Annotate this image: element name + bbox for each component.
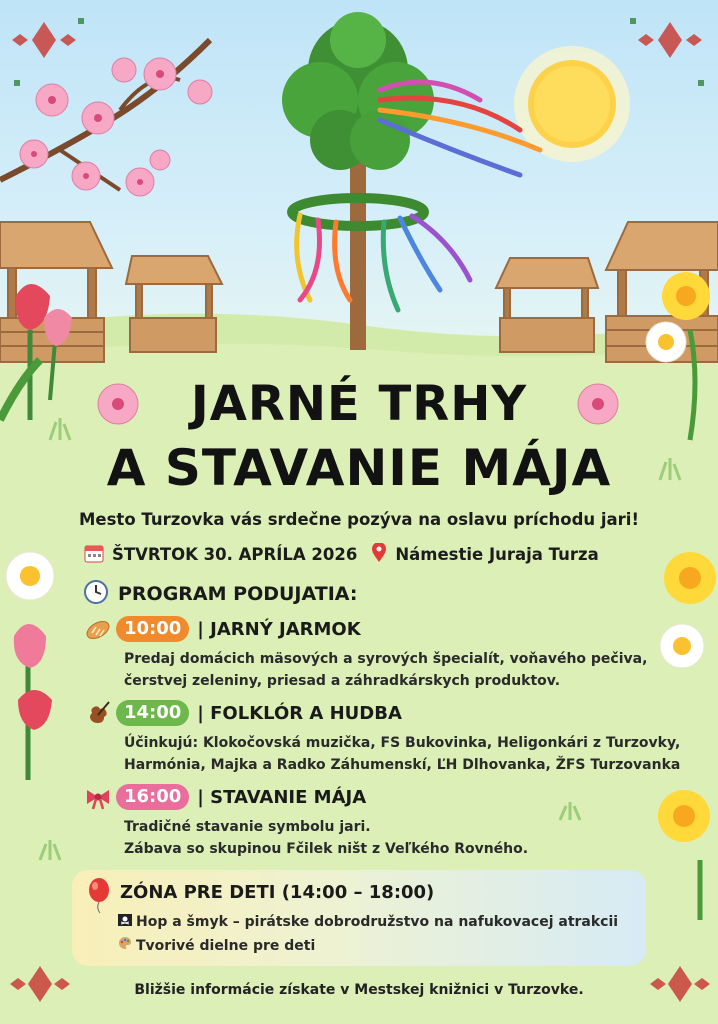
event-date: ŠTVRTOK 30. APRÍLA 2026 bbox=[112, 545, 358, 564]
description-line: Predaj domácich mäsových a syrových špecialít, voňavého pečiva, bbox=[124, 651, 648, 667]
program-item-folklor bbox=[84, 698, 680, 776]
calendar-icon bbox=[84, 543, 104, 563]
kids-zone-item-text: Hop a šmyk – pirátske dobrodružstvo na nafukovacej atrakcii bbox=[136, 914, 619, 930]
bread-icon bbox=[84, 615, 112, 643]
program-heading-text: PROGRAM PODUJATIA: bbox=[118, 583, 358, 605]
folk-ornament-top-left bbox=[12, 18, 84, 86]
time-pill: 10:00 bbox=[116, 616, 189, 642]
palette-icon bbox=[118, 936, 132, 950]
footer-info: Bližšie informácie získate v Mestskej knižnici v Turzovke. bbox=[134, 982, 584, 998]
event-title-line2: A STAVANIE MÁJA bbox=[106, 439, 612, 497]
daffodils-left bbox=[6, 552, 54, 600]
program-item-title: | JARNÝ JARMOK bbox=[197, 618, 361, 640]
program-item-description bbox=[124, 732, 680, 776]
description-line: Harmónia, Majka a Radko Záhumenskí, ĽH Dlhovanka, ŽFS Turzovanka bbox=[124, 757, 681, 773]
kids-zone-box bbox=[72, 870, 646, 966]
date-location-line bbox=[84, 543, 599, 564]
ribbon-icon bbox=[84, 783, 112, 811]
kids-zone-title: ZÓNA PRE DETI (14:00 – 18:00) bbox=[120, 882, 435, 903]
cherry-blossom-icon bbox=[0, 40, 212, 196]
program-item-stavanie bbox=[84, 782, 528, 860]
program-item-title: | FOLKLÓR A HUDBA bbox=[197, 702, 402, 724]
kids-zone-item bbox=[118, 914, 618, 930]
violin-icon bbox=[84, 699, 112, 727]
clock-icon bbox=[84, 580, 108, 604]
program-item-description bbox=[124, 648, 647, 692]
description-line: Tradičné stavanie symbolu jari. bbox=[124, 819, 371, 835]
pirate-flag-icon bbox=[118, 914, 132, 926]
program-item-jarmok bbox=[84, 614, 647, 692]
map-pin-icon bbox=[371, 543, 387, 563]
time-pill: 16:00 bbox=[116, 784, 189, 810]
description-line: Účinkujú: Klokočovská muzička, FS Bukovinka, Heligonkári z Turzovky, bbox=[124, 735, 681, 751]
program-heading bbox=[84, 580, 357, 605]
balloon-icon bbox=[86, 878, 112, 914]
invitation-text: Mesto Turzovka vás srdečne pozýva na oslavu príchodu jari! bbox=[79, 510, 639, 529]
description-line: Zábava so skupinou Fčilek ništ z Veľkého Rovného. bbox=[124, 841, 529, 857]
program-item-description bbox=[124, 816, 528, 860]
kids-zone-item-text: Tvorivé dielne pre deti bbox=[136, 938, 316, 954]
kids-zone-item bbox=[118, 936, 315, 954]
folk-ornament-top-right bbox=[630, 18, 704, 86]
event-title-line1: JARNÉ TRHY bbox=[190, 376, 528, 432]
time-pill: 14:00 bbox=[116, 700, 189, 726]
maypole-icon bbox=[282, 12, 540, 350]
event-place: Námestie Juraja Turza bbox=[395, 545, 599, 564]
program-item-title: | STAVANIE MÁJA bbox=[197, 786, 367, 808]
description-line: čerstvej zeleniny, priesad a záhradkárskych produktov. bbox=[124, 673, 561, 689]
